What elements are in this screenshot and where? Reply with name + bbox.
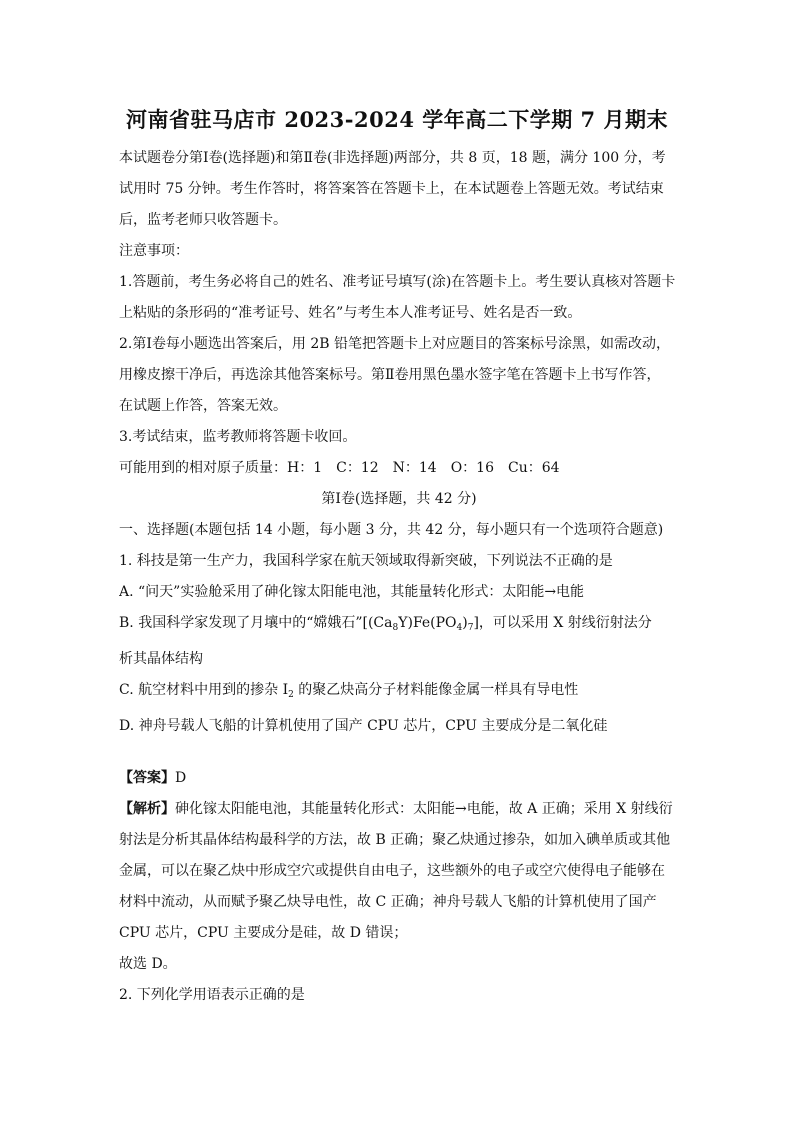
section-instruction: 一、选择题(本题包括 14 小题，每小题 3 分，共 42 分，每小题只有一个选项符合题意) <box>119 522 664 538</box>
subscript: 4 <box>456 623 463 633</box>
subscript: 8 <box>392 623 399 633</box>
atomic-mass-line: 可能用到的相对原子质量：H：1 C：12 N：14 O：16 Cu：64 <box>119 460 560 476</box>
question-stem: 1. 科技是第一生产力，我国科学家在航天领域取得新突破，下列说法不正确的是 <box>119 553 613 569</box>
answer-label: 【答案】 <box>119 770 175 786</box>
analysis-line: 射法是分析其晶体结构最科学的方法，故 B 正确；聚乙炔通过掺杂，如加入碘单质或其他 <box>119 832 671 848</box>
option-c-text: C. 航空材料中用到的掺杂 I <box>119 682 289 698</box>
analysis-line: CPU 芯片，CPU 主要成分是硅，故 D 错误； <box>119 925 408 941</box>
question-1 <box>119 515 679 742</box>
option-b-text: ]，可以采用 X 射线衍射法分 <box>473 615 652 631</box>
intro-paragraph <box>119 143 679 236</box>
option-d: D. 神舟号载人飞船的计算机使用了国产 CPU 芯片，CPU 主要成分是二氧化硅 <box>119 718 608 734</box>
analysis-label: 【解析】 <box>119 801 175 817</box>
intro-line: 试用时 75 分钟。考生作答时，将答案答在答题卡上，在本试题卷上答题无效。考试结束 <box>119 181 664 197</box>
notice-line: 在试题上作答，答案无效。 <box>119 398 287 414</box>
answer-line <box>119 763 679 794</box>
notice-line: 用橡皮擦干净后，再选涂其他答案标号。第Ⅱ卷用黑色墨水签字笔在答题卡上书写作答， <box>119 367 661 383</box>
option-c <box>119 675 679 711</box>
option-b-continued: 析其晶体结构 <box>119 651 203 667</box>
intro-line: 后，监考老师只收答题卡。 <box>119 212 287 228</box>
analysis-line: 金属，可以在聚乙炔中形成空穴或提供自由电子，这些额外的电子或空穴使得电子能够在 <box>119 863 665 879</box>
notice-section <box>119 236 679 484</box>
answer-section <box>119 763 679 1011</box>
notice-line: 2.第Ⅰ卷每小题选出答案后，用 2B 铅笔把答题卡上对应题目的答案标号涂黑，如需改动， <box>119 336 670 352</box>
option-a: A. “问天”实验舱采用了砷化镓太阳能电池，其能量转化形式：太阳能→电能 <box>119 584 585 600</box>
notice-line: 3.考试结束，监考教师将答题卡收回。 <box>119 429 357 445</box>
section-header <box>119 484 679 515</box>
analysis-line: 故选 D。 <box>119 956 177 972</box>
intro-line: 本试题卷分第Ⅰ卷(选择题)和第Ⅱ卷(非选择题)两部分，共 8 页，18 题，满分 100 分，考 <box>119 150 666 166</box>
subscript: 7 <box>467 623 474 633</box>
formula-text: Y)Fe(PO <box>398 615 457 631</box>
subscript: 2 <box>288 690 294 700</box>
page-title: 河南省驻马店市 2023-2024 学年高二下学期 7 月期末 <box>126 107 668 132</box>
analysis-text: 砷化镓太阳能电池，其能量转化形式：太阳能→电能，故 A 正确；采用 X 射线衍 <box>175 801 673 817</box>
question-2-stem: 2. 下列化学用语表示正确的是 <box>119 987 305 1003</box>
analysis-line: 材料中流动，从而赋予聚乙炔导电性，故 C 正确；神舟号载人飞船的计算机使用了国产 <box>119 894 657 910</box>
formula-text: ) <box>462 615 468 631</box>
notice-line: 1.答题前，考生务必将自己的姓名、准考证号填写(涂)在答题卡上。考生要认真核对答题卡 <box>119 274 676 290</box>
option-c-text: 的聚乙炔高分子材料能像金属一样具有导电性 <box>293 682 579 698</box>
option-b <box>119 608 679 644</box>
section-title: 第Ⅰ卷(选择题，共 42 分) <box>321 491 477 507</box>
option-b-text: B. 我国科学家发现了月壤中的“嫦娥石”[(Ca <box>119 615 393 631</box>
notice-line: 上粘贴的条形码的“准考证号、姓名”与考生本人准考证号、姓名是否一致。 <box>119 305 582 321</box>
notice-heading: 注意事项： <box>119 243 189 259</box>
analysis-line <box>119 794 679 825</box>
answer-value: D <box>175 770 187 786</box>
